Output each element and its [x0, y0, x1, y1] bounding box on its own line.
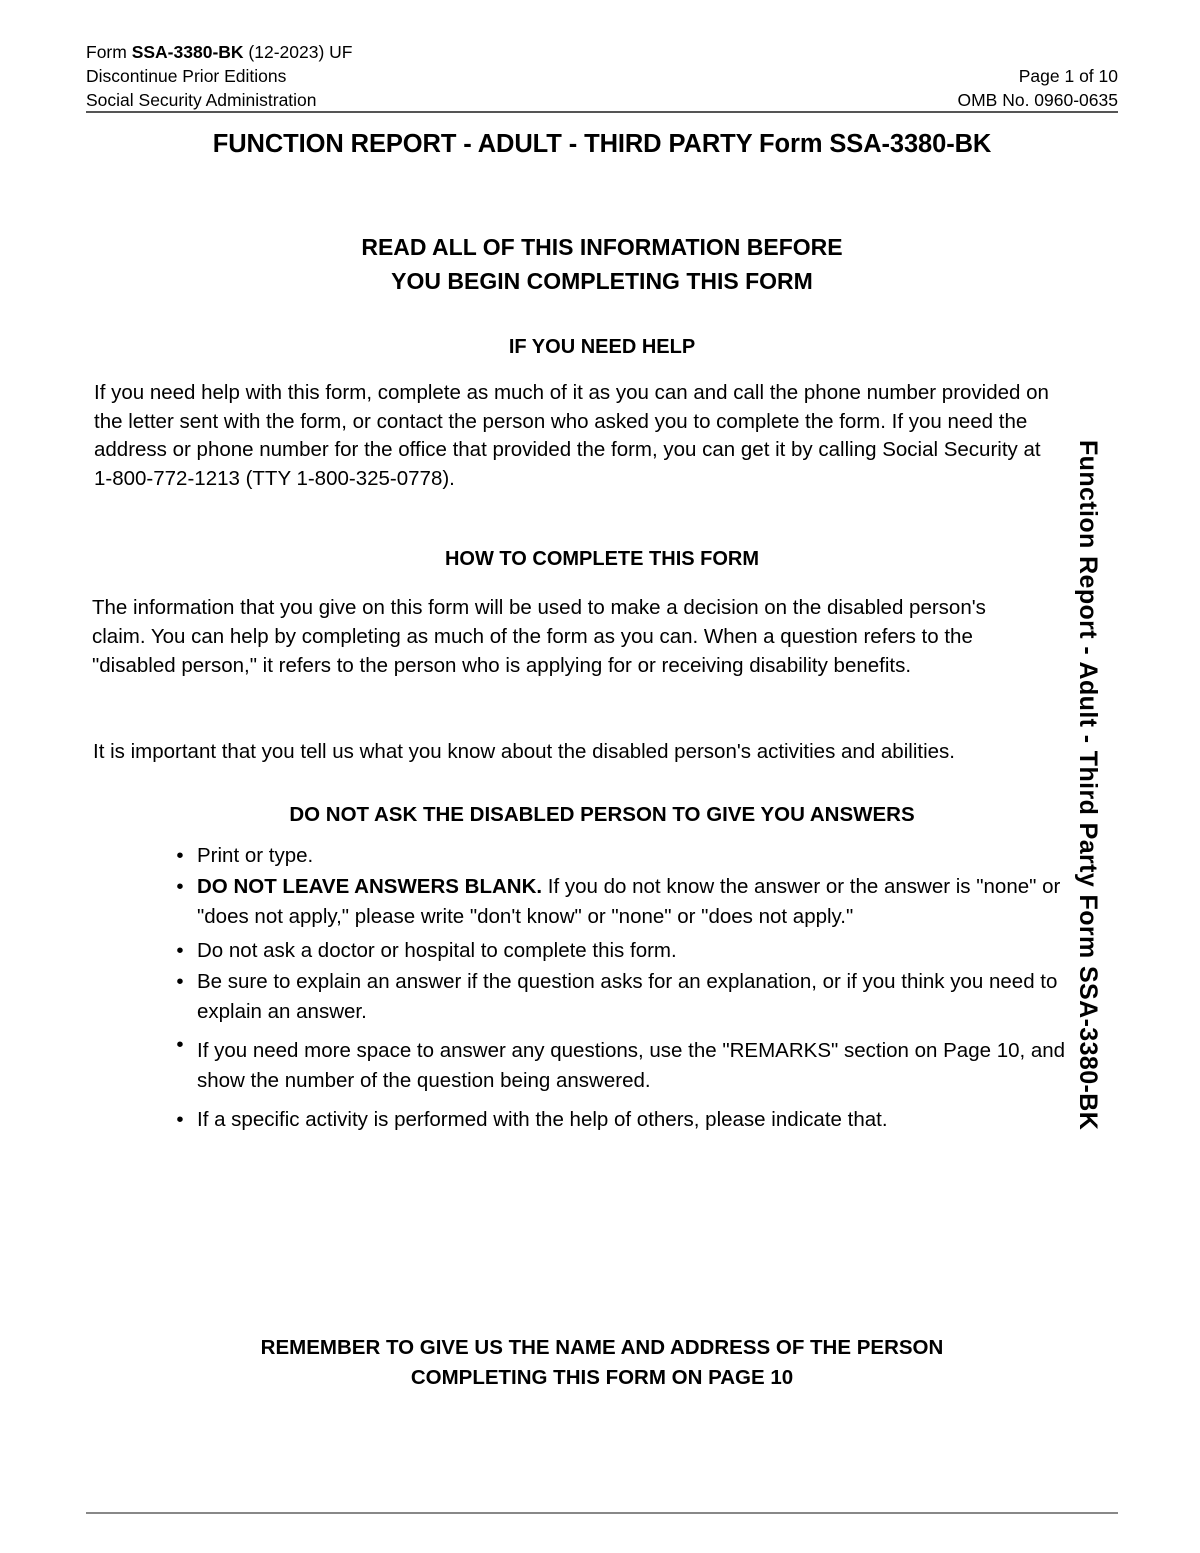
list-item-text: Be sure to explain an answer if the question asks for an explanation, or if you think you need to explain an answer.	[197, 970, 1058, 1023]
page-title: FUNCTION REPORT - ADULT - THIRD PARTY Form SSA-3380-BK	[212, 130, 992, 158]
list-spacer	[170, 1097, 1070, 1105]
list-item	[170, 1105, 1070, 1135]
form-number: SSA-3380-BK	[131, 42, 244, 62]
bullet-icon: •	[176, 1108, 184, 1131]
omb-number: OMB No. 0960-0635	[957, 90, 1118, 110]
page-indicator: Page 1 of 10	[1018, 66, 1118, 86]
list-spacer	[170, 1028, 1070, 1036]
form-label: Form	[86, 42, 132, 62]
list-item-body: If you do not know the answer or the answer is "none" or "does not apply," please write "don't know" or "none" or "does not apply."	[197, 875, 1061, 928]
do-not-ask-heading: DO NOT ASK THE DISABLED PERSON TO GIVE YOU ANSWERS	[289, 803, 915, 826]
bullet-icon: •	[176, 844, 184, 867]
help-section-paragraph: If you need help with this form, complete as much of it as you can and call the phone number provided on the letter sent with the form, or contact the person who asked you to complete the form. If you need the address or phone number for the office that provided the form, you can get it by calling Social Security at 1-800-772-1213 (TTY 1-800-325-0778).	[94, 381, 1049, 490]
list-item	[170, 936, 1070, 966]
list-item-text: If you need more space to answer any questions, use the "REMARKS" section on Page 10, and show the number of the question being answered.	[197, 1039, 1066, 1092]
list-item-text: If a specific activity is performed with the help of others, please indicate that.	[197, 1108, 888, 1131]
important-paragraph: It is important that you tell us what you know about the disabled person's activities and abilities.	[93, 740, 955, 763]
list-item	[170, 841, 1070, 871]
list-item	[170, 1033, 1070, 1096]
footer-reminder	[86, 1333, 1118, 1393]
how-section-paragraph: The information that you give on this form will be used to make a decision on the disabled person's claim. You can help by completing as much of the form as you can. When a question refers to the "disabled person," it refers to the person who is applying for or receiving disability benefits.	[92, 596, 986, 677]
help-section-heading: IF YOU NEED HELP	[508, 336, 696, 358]
list-item-text: Print or type.	[197, 844, 314, 867]
list-item-text	[197, 872, 1070, 932]
footer-divider	[86, 1512, 1118, 1514]
bullet-icon: •	[176, 970, 184, 993]
instruction-list	[170, 841, 1070, 1136]
list-item-bold-lead: DO NOT LEAVE ANSWERS BLANK.	[197, 875, 543, 898]
form-edition: (12-2023) UF	[243, 42, 353, 62]
footer-reminder-line-2: COMPLETING THIS FORM ON PAGE 10	[410, 1366, 794, 1389]
list-item	[170, 872, 1070, 932]
bullet-icon: •	[176, 875, 184, 898]
page-header	[86, 40, 1118, 112]
how-section-heading: HOW TO COMPLETE THIS FORM	[444, 548, 760, 570]
list-item-text: Do not ask a doctor or hospital to complete this form.	[197, 939, 677, 962]
list-item	[170, 967, 1070, 1027]
side-tab-label: Function Report - Adult - Third Party Form SSA-3380-BK	[1074, 440, 1102, 1131]
header-row-agency	[86, 88, 1118, 112]
discontinue-notice: Discontinue Prior Editions	[86, 66, 287, 86]
bullet-icon: •	[176, 939, 184, 962]
read-all-line-2: YOU BEGIN COMPLETING THIS FORM	[391, 268, 813, 294]
header-row-discontinue	[86, 64, 1118, 88]
header-row-form	[86, 40, 1118, 64]
agency-name: Social Security Administration	[86, 90, 317, 110]
header-divider	[86, 111, 1118, 113]
read-all-line-1: READ ALL OF THIS INFORMATION BEFORE	[361, 234, 843, 260]
read-all-heading	[86, 230, 1118, 298]
footer-reminder-line-1: REMEMBER TO GIVE US THE NAME AND ADDRESS OF THE PERSON	[260, 1336, 944, 1359]
form-identifier	[86, 40, 353, 64]
bullet-icon: •	[176, 1033, 184, 1056]
